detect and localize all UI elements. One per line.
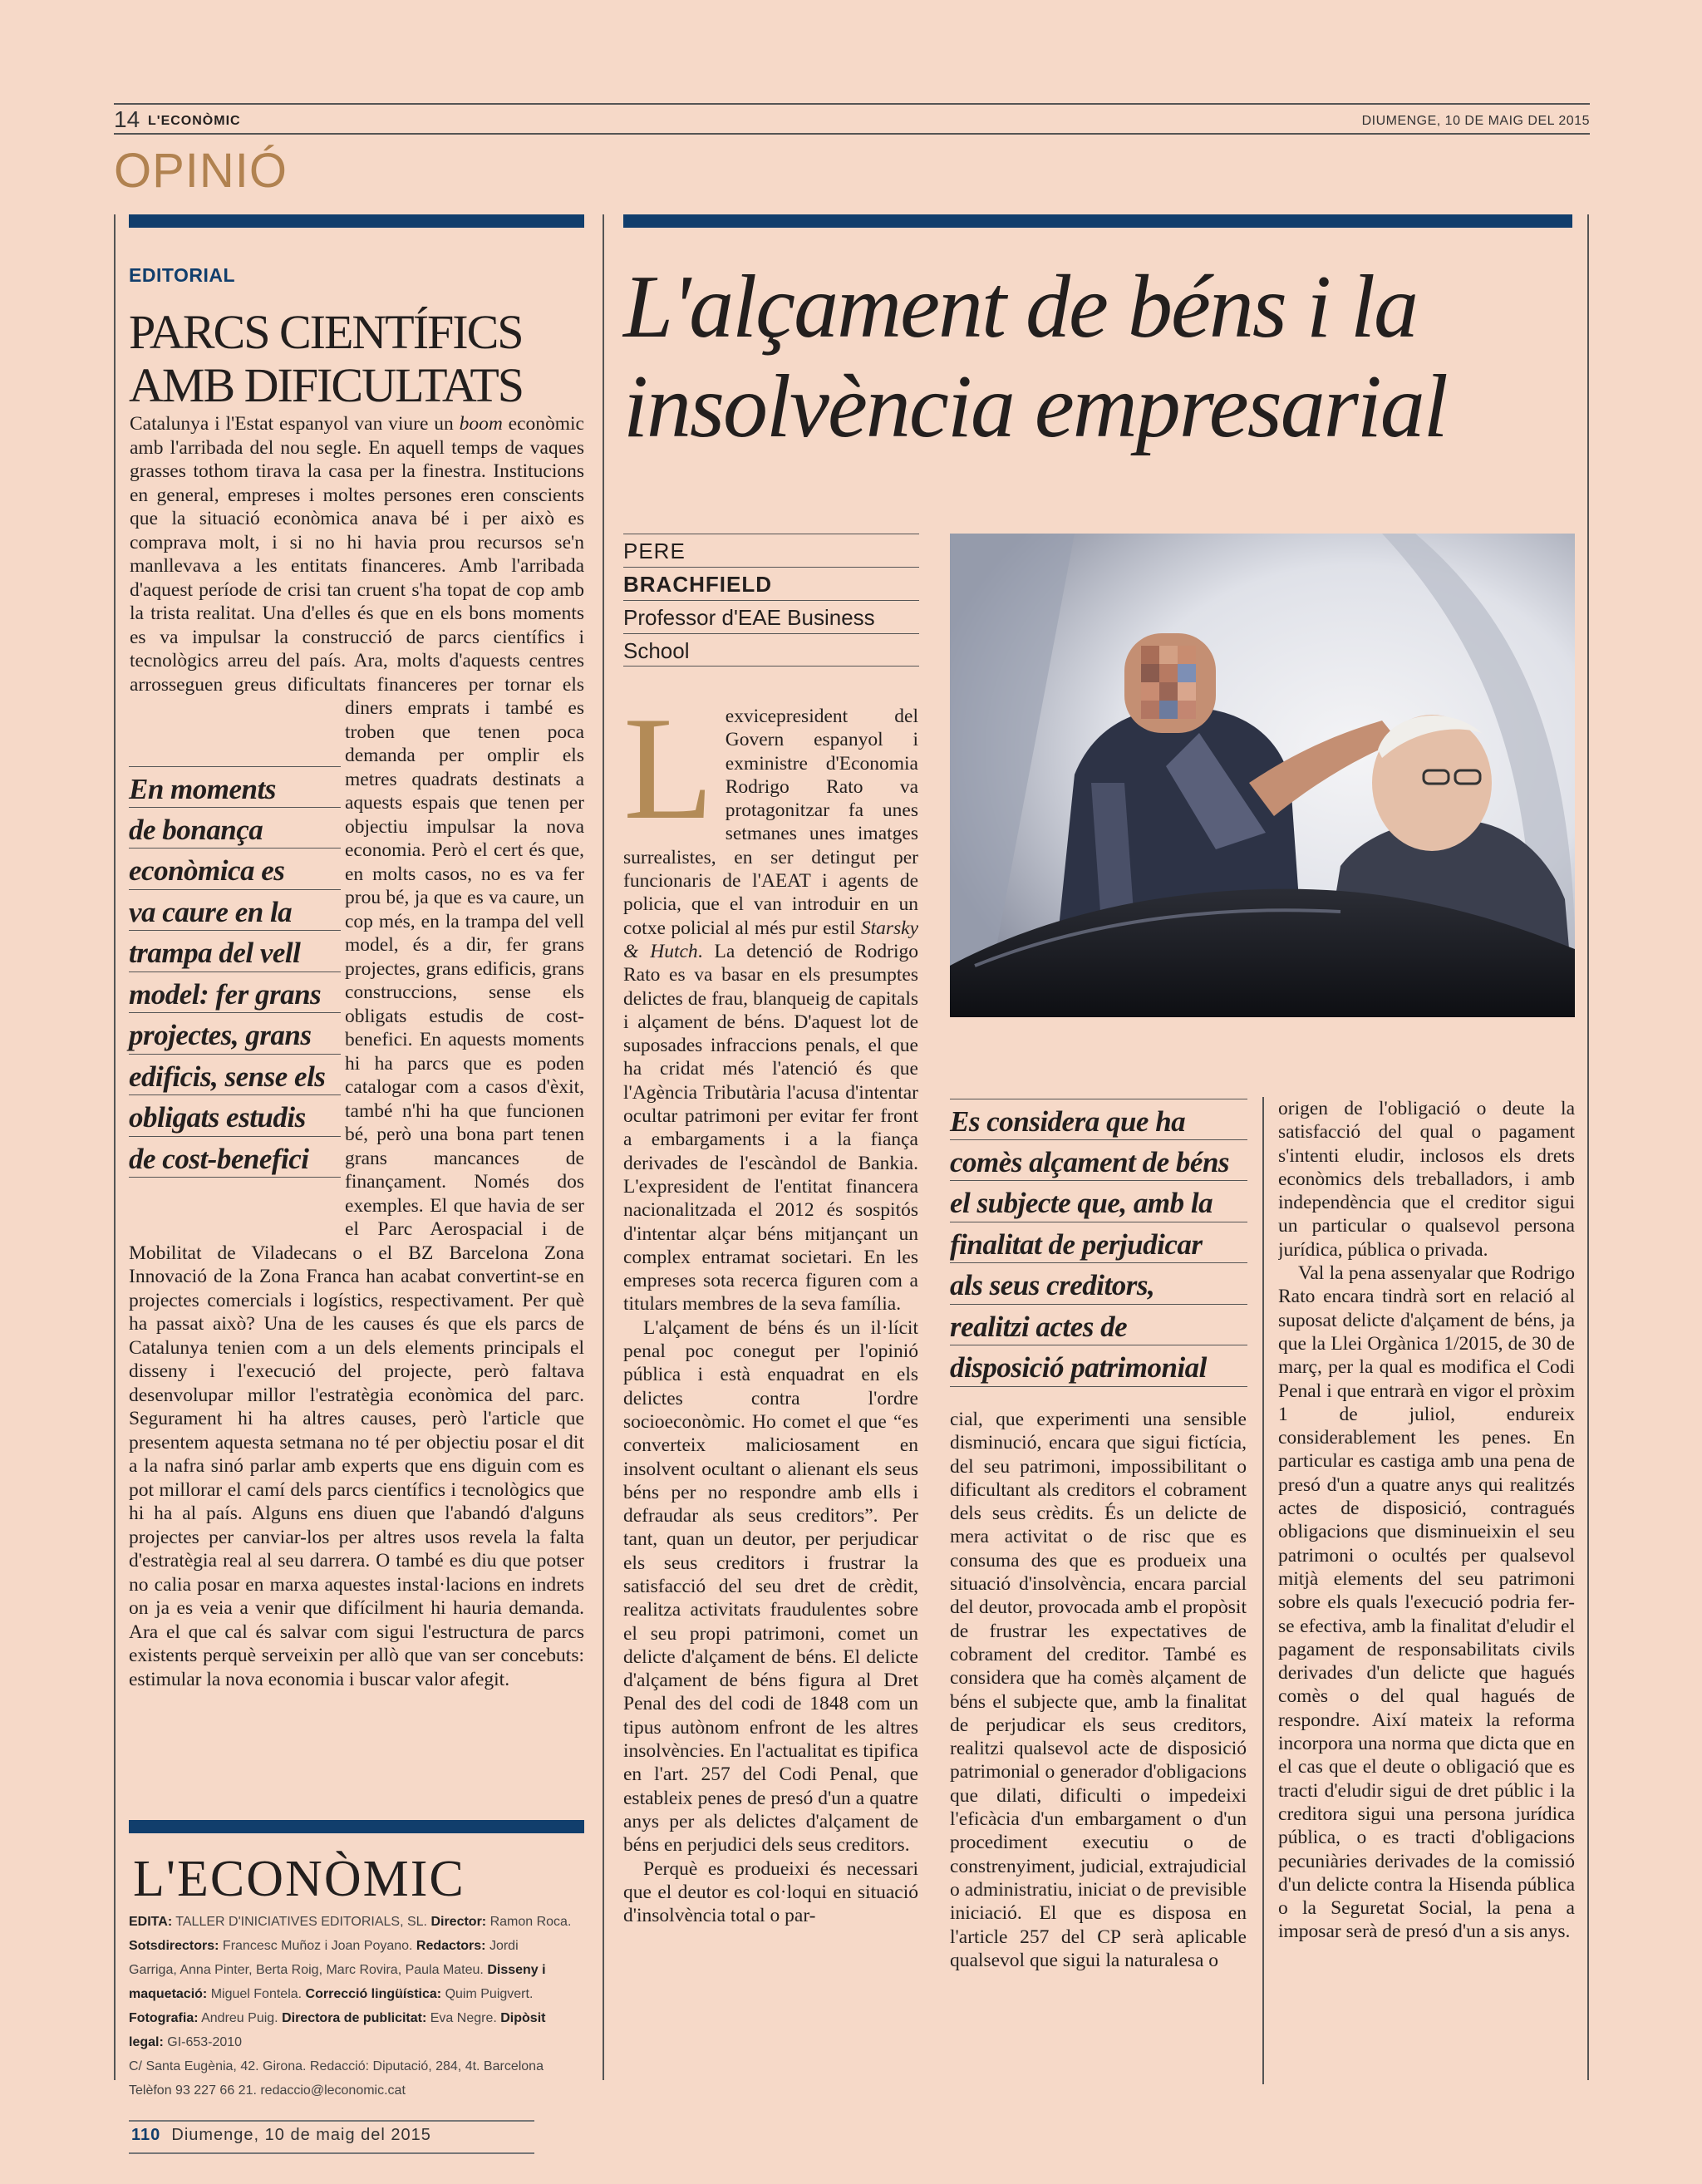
- pullquote-line: disposició patrimonial: [950, 1345, 1247, 1387]
- footer-rule-bottom: [129, 2152, 534, 2154]
- article-title-line-1: L'alçament de béns i la: [623, 258, 1417, 357]
- pullquote-line: projectes, grans: [129, 1013, 341, 1055]
- page-number: 14: [114, 106, 140, 132]
- pullquote-line: edificis, sense els: [129, 1055, 341, 1096]
- editorial-title: [129, 306, 594, 412]
- editorial-top-bar: [129, 214, 584, 228]
- inner-column-divider: [1262, 1097, 1264, 2084]
- editorial-label: EDITORIAL: [129, 264, 236, 286]
- article-paragraph: Perquè es produeixi és necessari que el deutor es col·loqui en situació d'insolvència total o par-: [623, 1857, 918, 1927]
- article-illustration: [950, 534, 1575, 1017]
- author-role-2: School: [623, 633, 919, 667]
- pullquote-line: de bonança: [129, 808, 341, 849]
- article-column-1: [623, 705, 918, 2084]
- section-title: OPINIÓ: [114, 144, 288, 198]
- masthead-top-bar: [129, 1820, 584, 1833]
- column-divider: [603, 214, 604, 2080]
- article-column-3: [1278, 1097, 1575, 2084]
- pullquote-line: En moments: [129, 766, 341, 808]
- footer-page: 110: [131, 2126, 161, 2144]
- editorial-paragraph: Catalunya i l'Estat espanyol van viure un boom econòmic amb l'arribada del nou segle. En aquell temps de vaques grasses tothom tirava la casa per la finestra. Institucions en general, empreses i moltes persones eren conscients que la situació econòmica anava bé i per això es comprava molt, i si no hi havia prou recursos se'n manllevava a les entitats financeres. Amb l'arribada d'aquest període de crisi tan cruent s'ha topat de cop amb la trista realitat. Una d'elles és que en els bons moments es va impulsar la construcció de parcs científics i tecnològics arreu del país. Ara, molts d'aquests centres arrosseguen greus dificultats financeres per tornar els diners emprats i també es troben que tenen poca demanda per omplir els metres quadrats destinats a aquests espais que tenen per objectiu impulsar la nova economia. Però el cert és que, en molts casos, no es va fer prou bé, ja que es va caure, un cop més, en la trampa del vell model, és a dir, fer grans projectes, grans edificis, grans construccions, sense els obligats estudis de cost-benefici. En aquests moments hi ha parcs que es poden catalogar com a casos d'èxit, també n'hi ha que funcionen bé, però una bona part tenen grans mancances de finançament. Només dos exemples. El que havia de ser el Parc Aerospacial i de Mobilitat de Viladecans o el BZ Barcelona Zona Innovació de la Zona Franca han acabat convertint-se en projectes comercials i logístics, respectivament. Per què ha passat això? Una de les causes és que els parcs de Catalunya tenien com a un dels elements principals el disseny i l'execució del projecte, però faltava desenvolupar millor l'estratègia econòmica del parc. Segurament hi ha altres causes, però l'article que presentem aquesta setmana no té per objectiu posar el dit a la nafra sinó parlar amb experts que ens diguin com es pot millorar el camí dels parcs científics i tecnològics que hi ha al país. Alguns ens diuen que l'abandó d'alguns projectes per canviar-los per altres usos revela la falta d'estratègia real al seu darrera. O també es diu que potser no calia posar en marxa aquestes instal·lacions en indrets on ja es veia a venir que difícilment hi hauria demanda. Ara el que cal és salvar com sigui l'estructura de parcs existents perquè serveixin per allò que van ser concebuts: estimular la nova economia i buscar valor afegit.: [129, 413, 584, 1690]
- editorial-pullquote: [129, 766, 341, 1178]
- article-title-line-2: insolvència empresarial: [623, 357, 1447, 456]
- article-title: [623, 258, 1447, 457]
- editorial-title-line-2: AMB DIFICULTATS: [129, 358, 524, 412]
- article-top-bar: [623, 214, 1572, 228]
- author-first-name: PERE: [623, 534, 919, 567]
- header-brand: L'ECONÒMIC: [148, 114, 241, 128]
- detention-illustration: [950, 534, 1575, 1017]
- pullquote-line: obligats estudis: [129, 1095, 341, 1137]
- article-paragraph: Val la pena assenyalar que Rodrigo Rato encara tindrà sort en relació al suposat delicte d'alçament de béns, ja que la Llei Orgànica 1/2015, de 30 de març, per la qual es modifica el Codi Penal i que entrarà en vigor el pròxim 1 de juliol, endureix considerablement les penes. En particular es castiga amb una pena de presó d'un a quatre anys qui realitzés actes de disposició, contragués obligacions que disminueixin el seu patrimoni o ocultés per qualsevol mitjà elements del seu patrimoni sobre els quals l'execució podria fer-se efectiva, amb la finalitat d'eludir el pagament de responsabilitats civils derivades d'un delicte que hagués comès o del qual hagués de respondre. Així mateix la reforma incorpora una norma que dicta que en el cas que el deute o obligació que es tracti d'eludir sigui de dret públic i la creditora sigui una persona jurídica pública, o es tracti d'obligacions pecuniàries derivades de la comissió d'un delicte contra la Hisenda pública o la Seguretat Social, la pena a imposar serà de presó d'un a sis anys.: [1278, 1262, 1575, 1943]
- editorial-title-line-1: PARCS CIENTÍFICS: [129, 305, 523, 359]
- author-box: [623, 534, 919, 667]
- header-top-rule: [114, 103, 1590, 105]
- pullquote-line: Es considera que ha: [950, 1099, 1247, 1140]
- pullquote-line: va caure en la: [129, 890, 341, 932]
- masthead-logo: L'ECONÒMIC: [133, 1851, 465, 1907]
- article-paragraph: exvicepresident del Govern espanyol i exministre d'Economia Rodrigo Rato va protagonitzar fa unes setmanes unes imatges surrealistes, en ser detingut per funcionaris de l'AEAT i agents de policia, que el van introduir en un cotxe policial al més pur estil Starsky & Hutch. La detenció de Rodrigo Rato es va basar en els presumptes delictes de frau, blanqueig de capitals i alçament de béns. D'aquest lot de suposades infraccions penals, el que ha cridat més l'atenció és que l'Agència Tributària l'acusa d'intentar ocultar patrimoni per evitar fer front a embargaments i a la fiança derivades de l'escàndol de Bankia. L'expresident de l'entitat financera nacionalitzada el 2012 és sospitós d'intentar alçar béns mitjançant un complex entramat societari. En les empreses sota recerca figuren com a titulars membres de la seva família.: [623, 706, 918, 1316]
- dropcap: L: [623, 705, 714, 850]
- author-role: Professor d'EAE Business: [623, 600, 919, 633]
- pullquote-line: de cost-benefici: [129, 1137, 341, 1178]
- pullquote-line: finalitat de perjudicar: [950, 1222, 1247, 1264]
- pullquote-line: el subjecte que, amb la: [950, 1181, 1247, 1222]
- pullquote-line: econòmica es: [129, 849, 341, 890]
- right-border: [1587, 214, 1589, 2080]
- pullquote-line: comès alçament de béns: [950, 1140, 1247, 1182]
- article-pullquote: [950, 1099, 1247, 1387]
- article-paragraph: L'alçament de béns és un il·lícit penal poc conegut per l'opinió pública i està enquadrat en els delictes contra l'ordre socioeconòmic. Ho comet el que “es converteix maliciosament en insolvent ocultant o alienant els seus béns per no respondre amb ells i defraudar als seus creditors”. Per tant, quan un deutor, per perjudicar els seus creditors i frustrar la satisfacció del seu dret de crèdit, realitza activitats fraudulentes sobre el seu propi patrimoni, comet un delicte d'alçament de béns. El delicte d'alçament de béns figura al Dret Penal des del codi de 1848 com un tipus autònom enfront de les altres insolvències. En l'actualitat es tipifica en l'art. 257 del Codi Penal, que estableix penes de presó d'un a quatre anys per als delictes d'alçament de béns en perjudici dels seus creditors.: [623, 1316, 918, 1857]
- pullquote-line: trampa del vell: [129, 931, 341, 972]
- article-paragraph: origen de l'obligació o deute la satisfacció del qual o pagament s'intenti eludir, inclosos els drets econòmics dels treballadors, i amb independència que el creditor sigui un particular o qualsevol persona jurídica, pública o privada.: [1278, 1098, 1575, 1261]
- footer-rule-top: [129, 2120, 534, 2122]
- left-border: [114, 214, 116, 2080]
- header-bottom-rule: [114, 133, 1590, 135]
- header-date: DIUMENGE, 10 DE MAIG DEL 2015: [1361, 114, 1590, 128]
- pullquote-line: model: fer grans: [129, 972, 341, 1014]
- article-column-2: [950, 1408, 1247, 2084]
- pullquote-line: als seus creditors,: [950, 1263, 1247, 1305]
- footer-date: Diumenge, 10 de maig del 2015: [171, 2126, 431, 2144]
- article-paragraph: cial, que experimenti una sensible disminució, encara que sigui fictícia, del seu patrimoni, impossibilitant o dificultant als creditors el cobrament dels seus crèdits. És un delicte de mera activitat o de risc que es consuma des que es produeix una situació d'insolvència, encara parcial del deutor, provocada amb el propòsit de frustrar les expectatives de cobrament del creditor. També es considera que ha comès alçament de béns el subjecte que, amb la finalitat de perjudicar els seus creditors, realitzi qualsevol acte de disposició patrimonial o generador d'obligacions que dilati, dificulti o impedeixi l'eficàcia d'un embargament o d'un procediment executiu o de constrenyiment, judicial, extrajudicial o administratiu, iniciat o de previsible iniciació. El que es disposa en l'article 257 del CP serà aplicable qualsevol que sigui la naturalesa o: [950, 1409, 1247, 1971]
- author-last-name: BRACHFIELD: [623, 567, 919, 600]
- pullquote-line: realitzi actes de: [950, 1305, 1247, 1346]
- footer: [131, 2126, 431, 2145]
- masthead-credits: EDITA: TALLER D'INICIATIVES EDITORIALS, SL. Director: Ramon Roca. Sotsdirectors: Francesc Muñoz i Joan Poyano. Redactors: Jordi Garriga, Anna Pinter, Berta Roig, Marc Rovira, Paula Mateu. Disseny i maquetació: Miguel Fontela. Correcció lingüística: Quim Puigvert. Fotografia: Andreu Puig. Directora de publicitat: Eva Negre. Dipòsit legal: GI-653-2010 C/ Santa Eugènia, 42. Girona. Redacció: Diputació, 284, 4t. Barcelona Telèfon 93 227 66 21. redaccio@leconomic.cat: [129, 1915, 572, 2098]
